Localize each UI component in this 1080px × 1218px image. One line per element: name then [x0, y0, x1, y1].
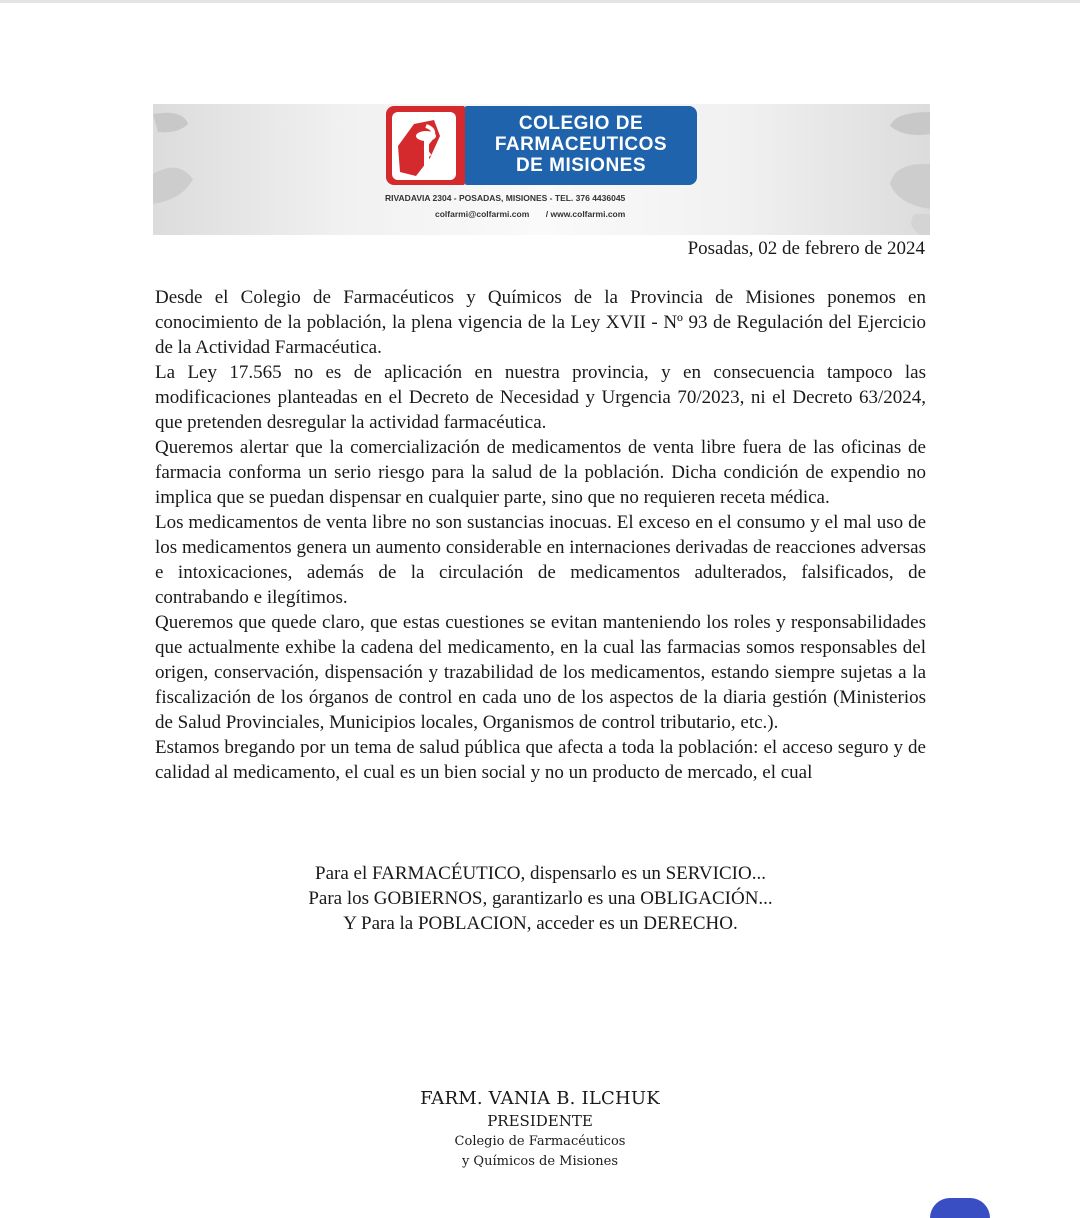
- slogan-block: [155, 861, 926, 936]
- letter-body: [155, 285, 926, 785]
- paragraph: Queremos alertar que la comercialización de medicamentos de venta libre fuera de las oficinas de farmacia conforma un serio riesgo para la salud de la población. Dicha condición de expendio no implica que se puedan dispensar en cualquier parte, sino que no requieren receta médica.: [155, 437, 926, 508]
- signatory-org-line2: y Químicos de Misiones: [461, 1154, 619, 1169]
- paragraph: Los medicamentos de venta libre no son sustancias inocuas. El exceso en el consumo y el mal uso de los medicamentos genera un aumento considerable en internaciones derivadas de reacciones adversas e intoxicaciones, además de la circulación de medicamentos adulterados, falsificados, de contrabando e ilegítimos.: [155, 512, 926, 608]
- signature-block: [380, 1087, 700, 1172]
- paragraph: La Ley 17.565 no es de aplicación en nuestra provincia, y en consecuencia tampoco las modificaciones planteadas en el Decreto de Necesidad y Urgencia 70/2023, ni el Decreto 63/2024, que pretenden desregular la actividad farmacéutica.: [155, 362, 926, 433]
- slogan-line: Y Para la POBLACION, acceder es un DERECHO.: [343, 913, 738, 934]
- right-decoration-icon: [860, 104, 930, 235]
- paragraph: Desde el Colegio de Farmacéuticos y Químicos de la Provincia de Misiones ponemos en conocimiento de la población, la plena vigencia de la Ley XVII - Nº 93 de Regulación del Ejercicio de la Actividad Farmacéutica.: [155, 287, 926, 358]
- colegio-name-block: [465, 106, 697, 185]
- letterhead-contact: [435, 209, 715, 219]
- org-name-line3: DE MISIONES: [515, 155, 647, 176]
- org-name-line1: COLEGIO DE: [518, 113, 644, 134]
- letterhead-email: colfarmi@colfarmi.com: [435, 209, 530, 219]
- slogan-line: Para los GOBIERNOS, garantizarlo es una OBLIGACIÓN...: [308, 888, 773, 909]
- pharmacy-emblem-icon: [386, 106, 465, 185]
- paragraph: Queremos que quede claro, que estas cuestiones se evitan manteniendo los roles y responsabilidades que actualmente exhibe la cadena del medicamento, en la cual las farmacias somos responsables del origen, conservación, dispensación y trazabilidad de los medicamentos, estando siempre sujetas a la fiscalización de los órganos de control en cada uno de los aspectos de la diaria gestión (Ministerios de Salud Provinciales, Municipios locales, Organismos de control tributario, etc.).: [155, 612, 926, 733]
- signatory-org-line1: Colegio de Farmacéuticos: [454, 1134, 626, 1149]
- top-border: [0, 0, 1080, 3]
- colegio-logo: [386, 106, 465, 185]
- letterhead-address: RIVADAVIA 2304 - POSADAS, MISIONES - TEL. 376 4436045: [385, 193, 626, 203]
- corner-stamp-fragment: [930, 1198, 990, 1218]
- left-decoration-icon: [153, 104, 213, 235]
- letterhead-banner: [153, 104, 930, 235]
- org-name-line2: FARMACEUTICOS: [494, 134, 668, 155]
- slogan-line: Para el FARMACÉUTICO, dispensarlo es un SERVICIO...: [315, 863, 766, 884]
- letterhead-website: / www.colfarmi.com: [545, 209, 626, 219]
- letter-date: Posadas, 02 de febrero de 2024: [687, 238, 925, 259]
- paragraph: Estamos bregando por un tema de salud pública que afecta a toda la población: el acceso seguro y de calidad al medicamento, el cual es un bien social y no un producto de mercado, el cual: [155, 737, 926, 783]
- signatory-role: PRESIDENTE: [487, 1112, 593, 1130]
- signatory-name: FARM. VANIA B. ILCHUK: [420, 1088, 660, 1109]
